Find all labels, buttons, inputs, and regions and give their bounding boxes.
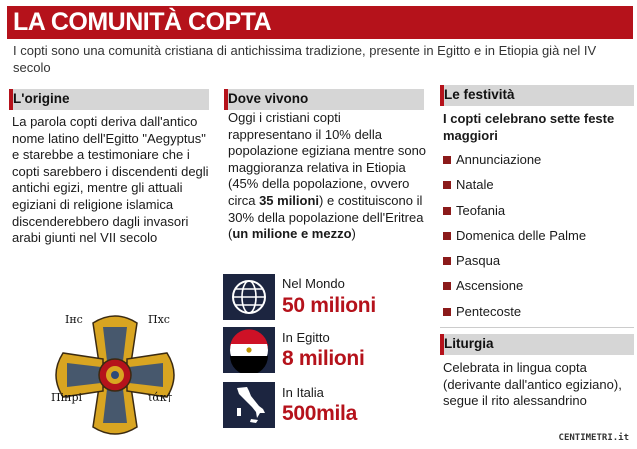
intro-text: I copti sono una comunità cristiana di antichissima tradizione, presente in Egitto e in Etiopia già nel IV secolo (13, 43, 597, 75)
stat-value-world: 50 milioni (282, 294, 376, 317)
list-item: Pasqua (443, 252, 586, 277)
list-item: Ascensione (443, 277, 586, 302)
section-header-liturgia (440, 334, 634, 355)
stat-value-egypt: 8 milioni (282, 347, 365, 370)
stat-label-world: Nel Mondo (282, 276, 345, 291)
cross-label: Пінрі (51, 391, 83, 404)
cross-label: Пхс (148, 313, 170, 326)
section-title-dove-vivono: Dove vivono (228, 91, 309, 106)
ethiopia-count: 35 milioni (259, 192, 320, 208)
stat-label-italy: In Italia (282, 385, 324, 400)
list-item: Pentecoste (443, 303, 586, 328)
bullet-square-icon (443, 232, 451, 240)
dove-vivono-text: Oggi i cristiani copti rappresentano il 10% della popolazione egiziana mentre sono maggioranza relativa in Etiopia (45% della popolazione, ovvero circa 35 milioni) e costituiscono il 30% della popolazione dell'Eritrea (un milione e mezzo) (228, 110, 427, 242)
cross-label: ιάκ† (148, 391, 173, 404)
section-header-origine (9, 89, 209, 110)
title-bar (7, 6, 633, 39)
bullet-square-icon (443, 308, 451, 316)
festivita-list (443, 151, 586, 328)
coptic-cross-illustration (30, 308, 200, 443)
list-item: Natale (443, 176, 586, 201)
list-item: Annunciazione (443, 151, 586, 176)
bullet-square-icon (443, 181, 451, 189)
cross-label: Iнс (65, 313, 83, 326)
globe-icon (223, 274, 275, 320)
festivita-intro: I copti celebrano sette feste maggiori (443, 111, 615, 143)
list-item: Teofania (443, 202, 586, 227)
eritrea-count: un milione e mezzo (232, 226, 352, 242)
section-header-dove-vivono (224, 89, 424, 110)
divider (440, 327, 634, 328)
page-title: LA COMUNITÀ COPTA (13, 8, 272, 36)
section-header-festivita (440, 85, 634, 106)
stat-value-italy: 500mila (282, 402, 357, 425)
section-title-origine: L'origine (13, 91, 70, 106)
section-title-liturgia: Liturgia (444, 336, 494, 351)
bullet-square-icon (443, 257, 451, 265)
stat-label-egypt: In Egitto (282, 330, 330, 345)
bullet-square-icon (443, 207, 451, 215)
origine-text: La parola copti deriva dall'antico nome latino dell'Egitto "Aegyptus" e starebbe a testimoniare che i copti sarebbero i discendenti degli antichi egizi, mentre gli attuali egiziani di religione islamica discenderebbero dagli invasori arabi giunti nel VII secolo (12, 114, 209, 246)
credit: CENTIMETRI.it (558, 433, 629, 443)
list-item: Domenica delle Palme (443, 227, 586, 252)
liturgia-text: Celebrata in lingua copta (derivante dall'antico egiziano), segue il rito alessandrino (443, 360, 622, 409)
bullet-square-icon (443, 156, 451, 164)
egypt-flag-icon (223, 327, 275, 373)
bullet-square-icon (443, 282, 451, 290)
section-title-festivita: Le festività (444, 87, 515, 102)
italy-map-icon (223, 382, 275, 428)
